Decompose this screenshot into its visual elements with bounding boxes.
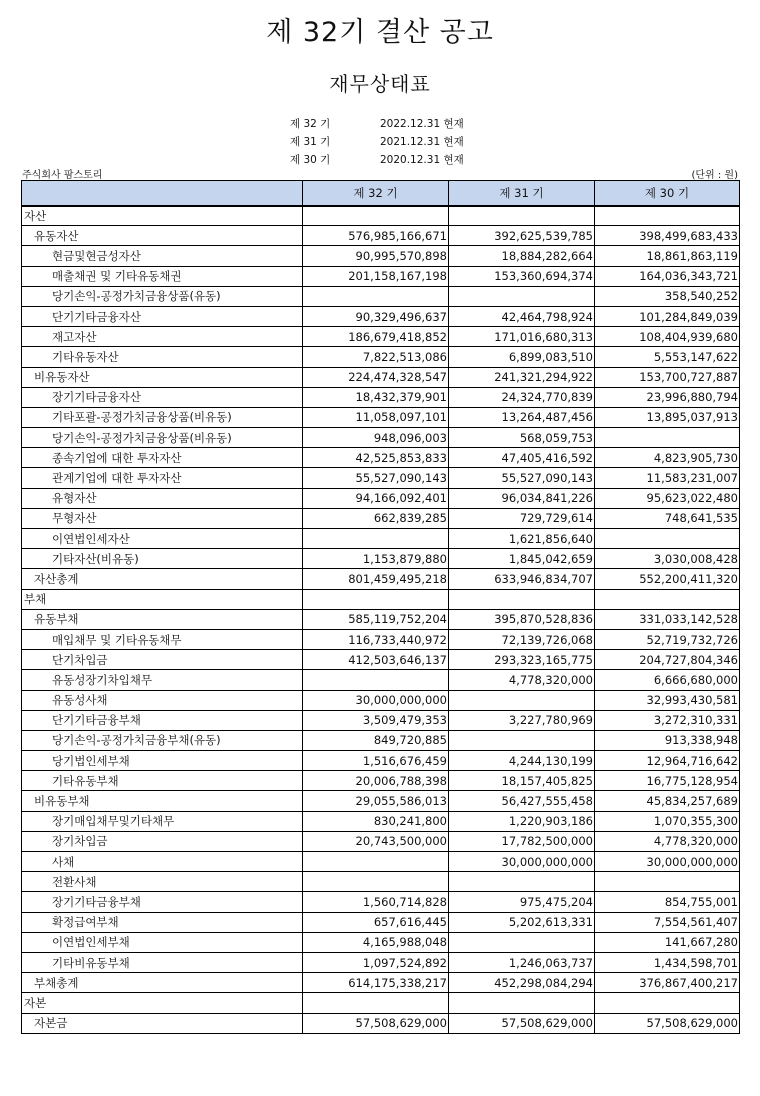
table-row [22,771,740,791]
amount-period-31: 47,405,416,592 [449,448,595,468]
amount-period-31: 6,899,083,510 [449,347,595,367]
amount-period-31: 392,625,539,785 [449,226,595,246]
amount-period-31: 55,527,090,143 [449,468,595,488]
amount-period-30: 11,583,231,007 [595,468,740,488]
account-label: 자본 [22,993,303,1013]
amount-period-32: 662,839,285 [303,508,449,528]
amount-period-32: 30,000,000,000 [303,690,449,710]
amount-period-31: 56,427,555,458 [449,791,595,811]
account-label: 기타비유동부채 [22,952,303,972]
amount-period-32: 1,560,714,828 [303,892,449,912]
table-row [22,508,740,528]
table-row [22,791,740,811]
amount-period-32: 94,166,092,401 [303,488,449,508]
column-header-account [22,181,303,206]
account-label: 유동성사채 [22,690,303,710]
account-label: 부채총계 [22,973,303,993]
amount-period-31: 975,475,204 [449,892,595,912]
period-row [290,151,464,169]
amount-period-31 [449,993,595,1013]
account-label: 사채 [22,852,303,872]
amount-period-30: 204,727,804,346 [595,650,740,670]
amount-period-31: 24,324,770,839 [449,387,595,407]
table-row [22,549,740,569]
amount-period-30: 5,553,147,622 [595,347,740,367]
amount-period-31: 1,220,903,186 [449,811,595,831]
table-row [22,569,740,589]
amount-period-32: 830,241,800 [303,811,449,831]
column-header-period-31: 제 31 기 [449,181,595,206]
account-label: 비유동자산 [22,367,303,387]
amount-period-30: 4,778,320,000 [595,831,740,851]
amount-period-30 [595,428,740,448]
amount-period-31: 293,323,165,775 [449,650,595,670]
company-name: 주식회사 팜스토리 [22,170,103,181]
table-row [22,347,740,367]
account-label: 자산총계 [22,569,303,589]
account-label: 매출채권 및 기타유동채권 [22,266,303,286]
amount-period-30: 32,993,430,581 [595,690,740,710]
amount-period-30: 23,996,880,794 [595,387,740,407]
amount-period-31 [449,690,595,710]
amount-period-31: 1,845,042,659 [449,549,595,569]
period-date: 2020.12.31 현재 [380,154,464,166]
amount-period-32: 585,119,752,204 [303,609,449,629]
table-body [22,206,740,1034]
account-label: 자산 [22,206,303,226]
amount-period-30: 57,508,629,000 [595,1013,740,1033]
account-label: 무형자산 [22,508,303,528]
amount-period-32: 412,503,646,137 [303,650,449,670]
amount-period-32: 576,985,166,671 [303,226,449,246]
account-label: 종속기업에 대한 투자자산 [22,448,303,468]
table-row [22,529,740,549]
table-row [22,1013,740,1033]
amount-period-30: 153,700,727,887 [595,367,740,387]
amount-period-32: 11,058,097,101 [303,407,449,427]
amount-period-31 [449,872,595,892]
amount-period-32: 948,096,003 [303,428,449,448]
amount-period-30: 398,499,683,433 [595,226,740,246]
amount-period-31: 42,464,798,924 [449,306,595,326]
period-list [290,115,464,169]
amount-period-30: 854,755,001 [595,892,740,912]
amount-period-30 [595,993,740,1013]
amount-period-32: 201,158,167,198 [303,266,449,286]
amount-period-31: 57,508,629,000 [449,1013,595,1033]
amount-period-32: 224,474,328,547 [303,367,449,387]
account-label: 재고자산 [22,327,303,347]
table-row [22,629,740,649]
amount-period-31: 30,000,000,000 [449,852,595,872]
amount-period-32 [303,529,449,549]
amount-period-32 [303,872,449,892]
amount-period-31: 17,782,500,000 [449,831,595,851]
table-row [22,852,740,872]
amount-period-31 [449,286,595,306]
amount-period-31: 395,870,528,836 [449,609,595,629]
amount-period-30: 45,834,257,689 [595,791,740,811]
amount-period-30: 331,033,142,528 [595,609,740,629]
account-label: 단기기타금융부채 [22,710,303,730]
statement-title: 재무상태표 [329,72,431,96]
account-label: 관계기업에 대한 투자자산 [22,468,303,488]
account-label: 단기차입금 [22,650,303,670]
table-row [22,690,740,710]
amount-period-30: 52,719,732,726 [595,629,740,649]
table-row [22,488,740,508]
amount-period-32: 614,175,338,217 [303,973,449,993]
amount-period-30: 913,338,948 [595,730,740,750]
account-label: 유동부채 [22,609,303,629]
table-row [22,730,740,750]
account-label: 이연법인세자산 [22,529,303,549]
period-label: 제 31 기 [290,136,331,148]
period-date: 2022.12.31 현재 [380,118,464,130]
account-label: 장기차입금 [22,831,303,851]
amount-period-30 [595,589,740,609]
table-row [22,609,740,629]
amount-period-32: 18,432,379,901 [303,387,449,407]
account-label: 당기손익-공정가치금융상품(비유동) [22,428,303,448]
amount-period-32: 90,995,570,898 [303,246,449,266]
amount-period-30: 30,000,000,000 [595,852,740,872]
table-row [22,872,740,892]
amount-period-31: 171,016,680,313 [449,327,595,347]
account-label: 이연법인세부채 [22,932,303,952]
account-label: 유형자산 [22,488,303,508]
amount-period-32: 801,459,495,218 [303,569,449,589]
amount-period-30: 101,284,849,039 [595,306,740,326]
table-row [22,226,740,246]
amount-period-31: 18,884,282,664 [449,246,595,266]
table-row [22,650,740,670]
amount-period-32: 20,006,788,398 [303,771,449,791]
amount-period-30: 358,540,252 [595,286,740,306]
amount-period-30: 6,666,680,000 [595,670,740,690]
amount-period-31: 1,246,063,737 [449,952,595,972]
account-label: 부채 [22,589,303,609]
amount-period-31: 729,729,614 [449,508,595,528]
table-row [22,811,740,831]
amount-period-30: 748,641,535 [595,508,740,528]
table-row [22,932,740,952]
period-row [290,115,464,133]
amount-period-31: 452,298,084,294 [449,973,595,993]
amount-period-32: 90,329,496,637 [303,306,449,326]
account-label: 기타자산(비유동) [22,549,303,569]
table-row [22,266,740,286]
amount-period-30: 141,667,280 [595,932,740,952]
amount-period-30: 7,554,561,407 [595,912,740,932]
account-label: 장기매입채무및기타채무 [22,811,303,831]
amount-period-30: 3,030,008,428 [595,549,740,569]
amount-period-31: 153,360,694,374 [449,266,595,286]
amount-period-31: 3,227,780,969 [449,710,595,730]
table-row [22,952,740,972]
period-label: 제 32 기 [290,118,331,130]
column-header-period-30: 제 30 기 [595,181,740,206]
amount-period-31 [449,932,595,952]
amount-period-30: 95,623,022,480 [595,488,740,508]
amount-period-32: 55,527,090,143 [303,468,449,488]
table-row [22,206,740,226]
table-row [22,993,740,1013]
amount-period-32: 29,055,586,013 [303,791,449,811]
column-header-period-32: 제 32 기 [303,181,449,206]
amount-period-30 [595,206,740,226]
table-header-row [22,181,740,206]
table-row [22,831,740,851]
amount-period-30: 12,964,716,642 [595,751,740,771]
table-row [22,428,740,448]
amount-period-30: 1,070,355,300 [595,811,740,831]
table-row [22,286,740,306]
amount-period-30: 16,775,128,954 [595,771,740,791]
amount-period-31: 568,059,753 [449,428,595,448]
amount-period-31: 633,946,834,707 [449,569,595,589]
amount-period-31: 96,034,841,226 [449,488,595,508]
table-row [22,387,740,407]
table-row [22,367,740,387]
table-row [22,468,740,488]
amount-period-32 [303,993,449,1013]
account-label: 비유동부채 [22,791,303,811]
table-row [22,448,740,468]
amount-period-32: 849,720,885 [303,730,449,750]
amount-period-32: 20,743,500,000 [303,831,449,851]
table-row [22,710,740,730]
amount-period-32: 1,516,676,459 [303,751,449,771]
amount-period-31: 1,621,856,640 [449,529,595,549]
account-label: 매입채무 및 기타유동채무 [22,629,303,649]
amount-period-32: 1,153,879,880 [303,549,449,569]
amount-period-31 [449,206,595,226]
account-label: 당기법인세부채 [22,751,303,771]
account-label: 단기기타금융자산 [22,306,303,326]
amount-period-31: 5,202,613,331 [449,912,595,932]
amount-period-32: 186,679,418,852 [303,327,449,347]
amount-period-32 [303,589,449,609]
table-row [22,973,740,993]
period-row [290,133,464,151]
account-label: 기타유동자산 [22,347,303,367]
amount-period-30: 3,272,310,331 [595,710,740,730]
account-label: 자본금 [22,1013,303,1033]
amount-period-31: 241,321,294,922 [449,367,595,387]
amount-period-30 [595,529,740,549]
table-row [22,306,740,326]
unit-note: (단위 : 원) [691,170,738,181]
amount-period-32 [303,206,449,226]
amount-period-31 [449,589,595,609]
amount-period-32: 657,616,445 [303,912,449,932]
balance-sheet-table [21,180,740,1034]
account-label: 현금및현금성자산 [22,246,303,266]
amount-period-30: 1,434,598,701 [595,952,740,972]
amount-period-32 [303,670,449,690]
amount-period-32: 57,508,629,000 [303,1013,449,1033]
amount-period-32: 1,097,524,892 [303,952,449,972]
amount-period-32: 116,733,440,972 [303,629,449,649]
amount-period-31: 13,264,487,456 [449,407,595,427]
account-label: 유동자산 [22,226,303,246]
account-label: 유동성장기차입채무 [22,670,303,690]
amount-period-32: 42,525,853,833 [303,448,449,468]
table-row [22,407,740,427]
amount-period-32: 3,509,479,353 [303,710,449,730]
amount-period-31: 4,244,130,199 [449,751,595,771]
account-label: 기타유동부채 [22,771,303,791]
table-row [22,751,740,771]
table-row [22,589,740,609]
account-label: 장기기타금융부채 [22,892,303,912]
amount-period-30: 18,861,863,119 [595,246,740,266]
table-row [22,246,740,266]
amount-period-31: 18,157,405,825 [449,771,595,791]
account-label: 당기손익-공정가치금융상품(유동) [22,286,303,306]
amount-period-32 [303,286,449,306]
amount-period-30: 13,895,037,913 [595,407,740,427]
amount-period-30: 108,404,939,680 [595,327,740,347]
table-row [22,912,740,932]
table-row [22,892,740,912]
amount-period-31: 72,139,726,068 [449,629,595,649]
account-label: 기타포괄-공정가치금융상품(비유동) [22,407,303,427]
period-date: 2021.12.31 현재 [380,136,464,148]
notice-title: 제 32기 결산 공고 [266,17,494,48]
table-row [22,670,740,690]
account-label: 장기기타금융자산 [22,387,303,407]
period-label: 제 30 기 [290,154,331,166]
amount-period-31: 4,778,320,000 [449,670,595,690]
amount-period-32 [303,852,449,872]
amount-period-30 [595,872,740,892]
amount-period-31 [449,730,595,750]
amount-period-32: 4,165,988,048 [303,932,449,952]
amount-period-30: 4,823,905,730 [595,448,740,468]
amount-period-30: 376,867,400,217 [595,973,740,993]
account-label: 전환사채 [22,872,303,892]
amount-period-30: 552,200,411,320 [595,569,740,589]
amount-period-32: 7,822,513,086 [303,347,449,367]
amount-period-30: 164,036,343,721 [595,266,740,286]
account-label: 확정급여부채 [22,912,303,932]
table-row [22,327,740,347]
account-label: 당기손익-공정가치금융부채(유동) [22,730,303,750]
